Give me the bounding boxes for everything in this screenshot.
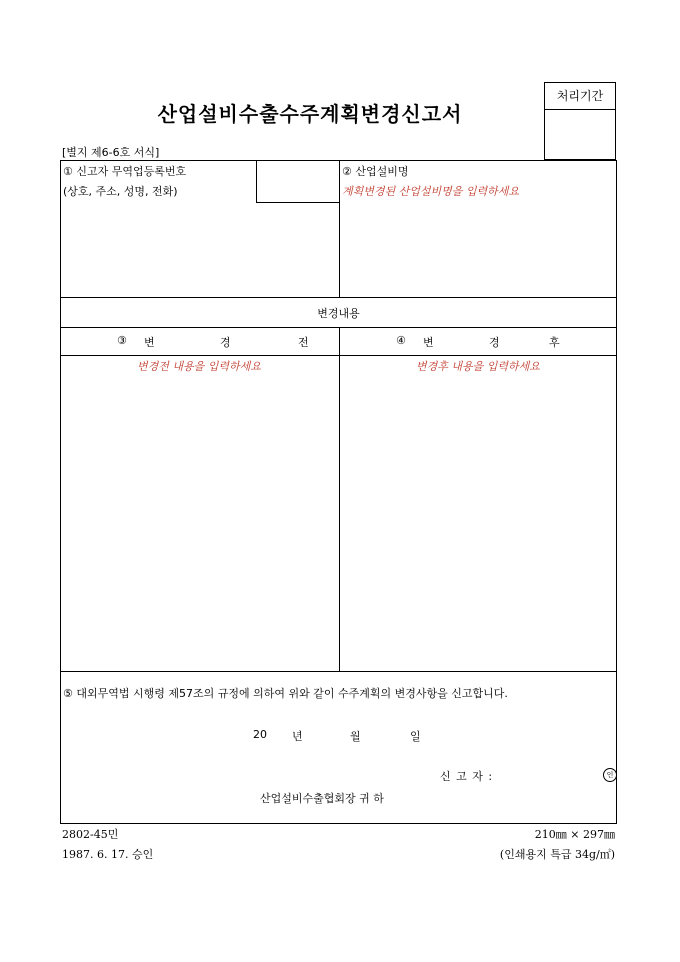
before-number: ③	[117, 334, 127, 347]
seal-mark: 인	[603, 768, 617, 782]
form-table	[60, 160, 617, 824]
approval-date: 1987. 6. 17. 승인	[62, 848, 154, 861]
applicant-number-label: ① 신고자 무역업등록번호	[63, 165, 187, 178]
facility-name-input[interactable]: 계획변경된 산업설비명을 입력하세요	[342, 185, 520, 198]
date-year-unit: 년	[292, 730, 303, 743]
divider	[339, 161, 340, 297]
facility-name-label: ② 산업설비명	[342, 165, 409, 178]
after-char-1: 변	[423, 336, 434, 349]
form-code: 2802-45민	[62, 828, 119, 841]
paper-size: 210㎜ × 297㎜	[534, 828, 615, 841]
divider	[339, 327, 340, 671]
recipient: 산업설비수출협회장 귀 하	[260, 792, 384, 805]
after-content-input[interactable]: 변경후 내용을 입력하세요	[416, 360, 540, 373]
date-day-unit: 일	[410, 730, 421, 743]
registration-number-box[interactable]	[256, 160, 339, 203]
divider	[61, 671, 616, 672]
declaration-statement: ⑤ 대외무역법 시행령 제57조의 규정에 의하여 위와 같이 수주계획의 변경사항을 신고합니다.	[63, 687, 508, 700]
divider	[61, 297, 616, 298]
after-number: ④	[396, 334, 406, 347]
declarant-label: 신 고 자 :	[440, 770, 494, 783]
after-char-3: 후	[549, 336, 560, 349]
applicant-details-label: (상호, 주소, 성명, 전화)	[63, 185, 178, 198]
before-char-3: 전	[298, 336, 309, 349]
date-year[interactable]: 20	[253, 728, 267, 741]
before-content-input[interactable]: 변경전 내용을 입력하세요	[137, 360, 261, 373]
before-char-2: 경	[220, 336, 231, 349]
processing-period-label: 처리기간	[545, 83, 615, 110]
document-title: 산업설비수출수주계획변경신고서	[157, 102, 463, 126]
after-char-2: 경	[489, 336, 500, 349]
form-number: [별지 제6-6호 서식]	[62, 146, 160, 159]
paper-type: (인쇄용지 특급 34g/㎡)	[499, 848, 615, 861]
changes-section-title: 변경내용	[317, 307, 360, 320]
after-header	[339, 334, 617, 350]
date-month-unit: 월	[350, 730, 361, 743]
before-header	[60, 334, 338, 350]
before-char-1: 변	[144, 336, 155, 349]
